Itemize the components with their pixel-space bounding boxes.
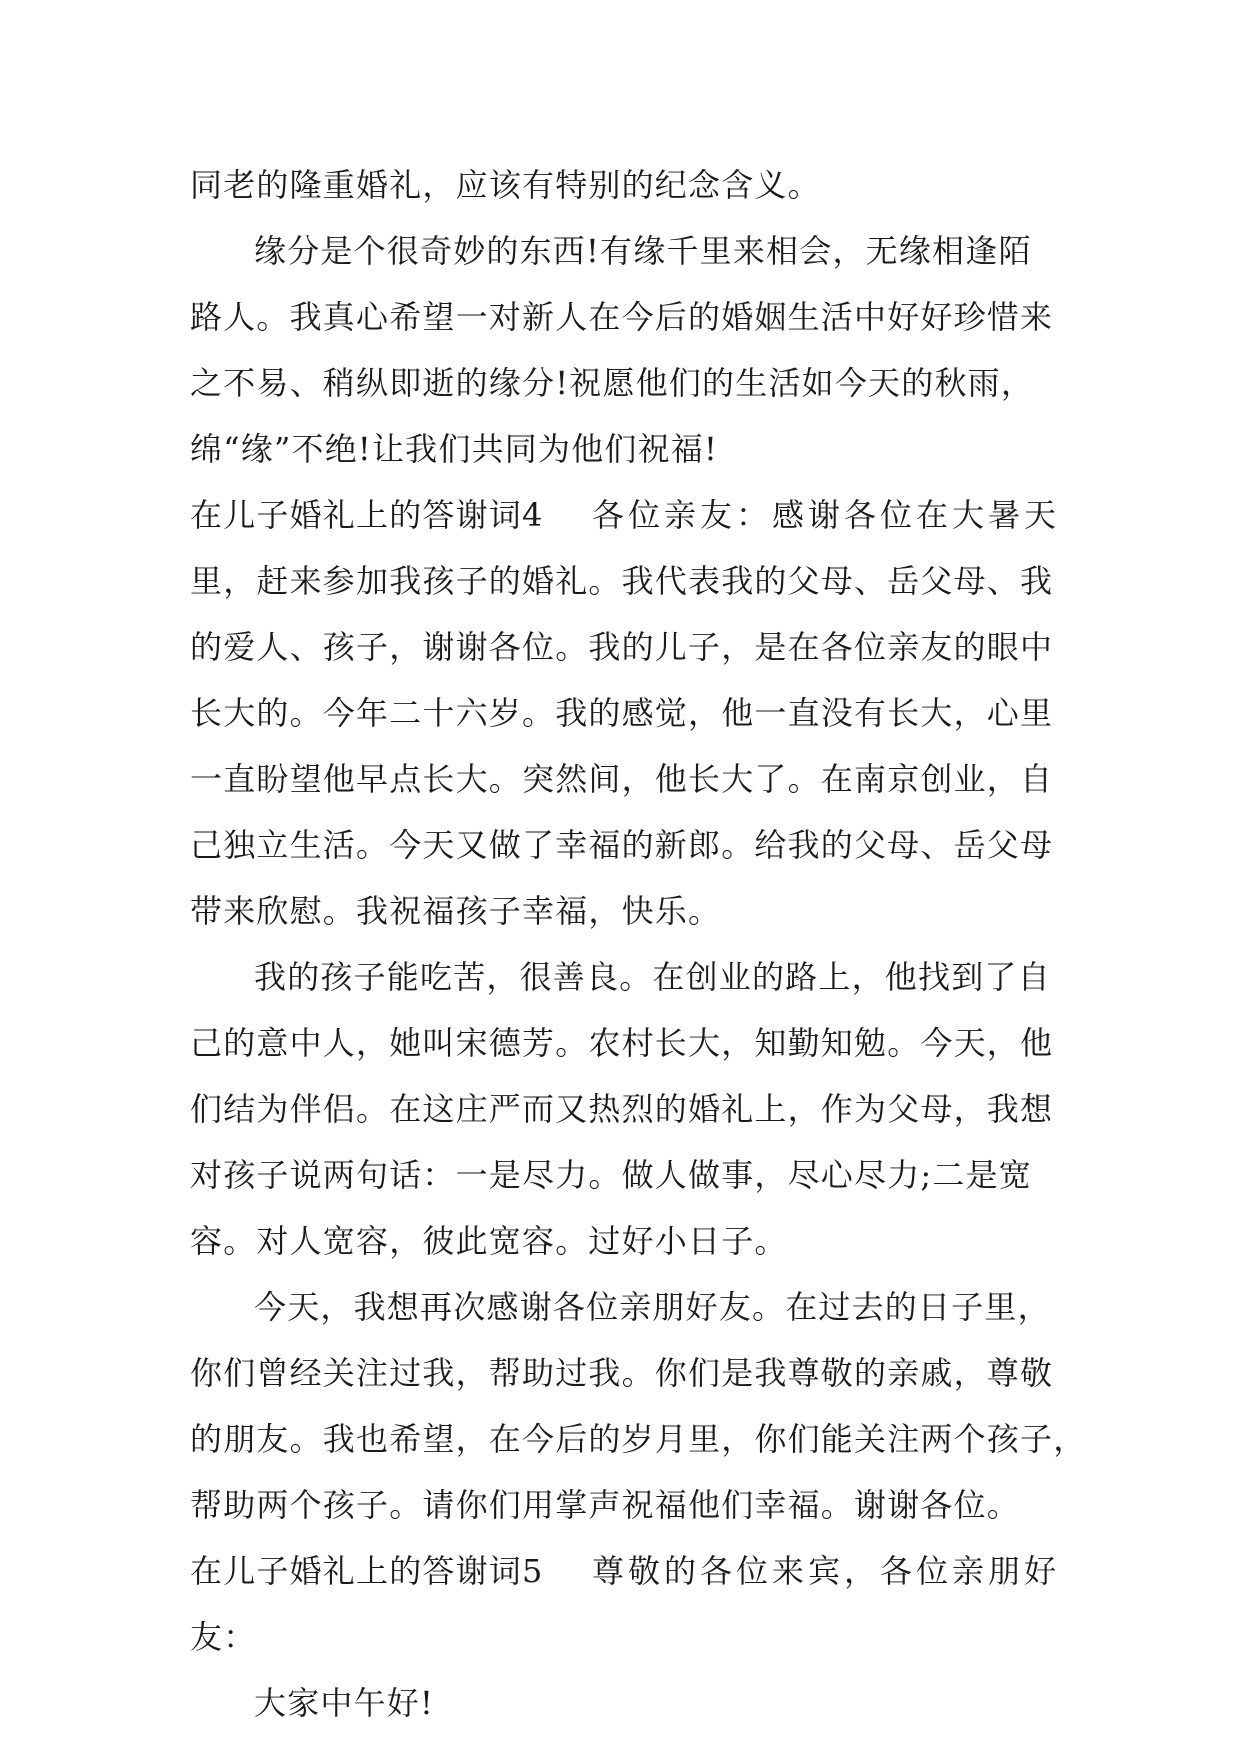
- text-line: 绵“缘”不绝!让我们共同为他们祝福!: [190, 430, 719, 468]
- text-line: 容。对人宽容，彼此宽容。过好小日子。: [190, 1222, 788, 1260]
- text-line: 一直盼望他早点长大。突然间，他长大了。在南京创业，自: [190, 760, 1054, 798]
- text-line: 同老的隆重婚礼，应该有特别的纪念含义。: [190, 166, 821, 204]
- section-title: 在儿子婚礼上的答谢词4: [190, 496, 544, 534]
- section-heading-4: [190, 482, 1060, 548]
- section-title: 在儿子婚礼上的答谢词5: [190, 1552, 544, 1590]
- text-line: 长大的。今年二十六岁。我的感觉，他一直没有长大，心里: [190, 694, 1054, 732]
- text-line: 缘分是个很奇妙的东西!有缘千里来相会，无缘相逢陌: [254, 232, 1032, 270]
- text-line: 我的孩子能吃苦，很善良。在创业的路上，他找到了自: [254, 958, 1051, 996]
- text-line: 大家中午好!: [254, 1684, 435, 1722]
- text-line: 们结为伴侣。在这庄严而又热烈的婚礼上，作为父母，我想: [190, 1090, 1054, 1128]
- text-line: 己独立生活。今天又做了幸福的新郎。给我的父母、岳父母: [190, 826, 1054, 864]
- section-greeting: 尊敬的各位来宾，各位亲朋好: [591, 1552, 1060, 1590]
- text-line: 里，赶来参加我孩子的婚礼。我代表我的父母、岳父母、我: [190, 562, 1054, 600]
- text-line: 路人。我真心希望一对新人在今后的婚姻生活中好好珍惜来: [190, 298, 1054, 336]
- document-page: [190, 152, 1087, 1736]
- text-line: 带来欣慰。我祝福孩子幸福，快乐。: [190, 892, 722, 930]
- text-line: 己的意中人，她叫宋德芳。农村长大，知勤知勉。今天，他: [190, 1024, 1054, 1062]
- text-line: 友：: [190, 1618, 257, 1656]
- text-line: 今天，我想再次感谢各位亲朋好友。在过去的日子里，: [254, 1288, 1051, 1326]
- text-line: 之不易、稍纵即逝的缘分!祝愿他们的生活如今天的秋雨，: [190, 364, 1035, 402]
- section-heading-5: [190, 1538, 1060, 1604]
- text-line: 的爱人、孩子，谢谢各位。我的儿子，是在各位亲友的眼中: [190, 628, 1054, 666]
- text-line: 的朋友。我也希望，在今后的岁月里，你们能关注两个孩子，: [190, 1420, 1087, 1458]
- text-line: 对孩子说两句话：一是尽力。做人做事，尽心尽力;二是宽: [190, 1156, 1032, 1194]
- text-line: 你们曾经关注过我，帮助过我。你们是我尊敬的亲戚，尊敬: [190, 1354, 1054, 1392]
- section-greeting: 各位亲友：感谢各位在大暑天: [591, 496, 1060, 534]
- text-line: 帮助两个孩子。请你们用掌声祝福他们幸福。谢谢各位。: [190, 1486, 1021, 1524]
